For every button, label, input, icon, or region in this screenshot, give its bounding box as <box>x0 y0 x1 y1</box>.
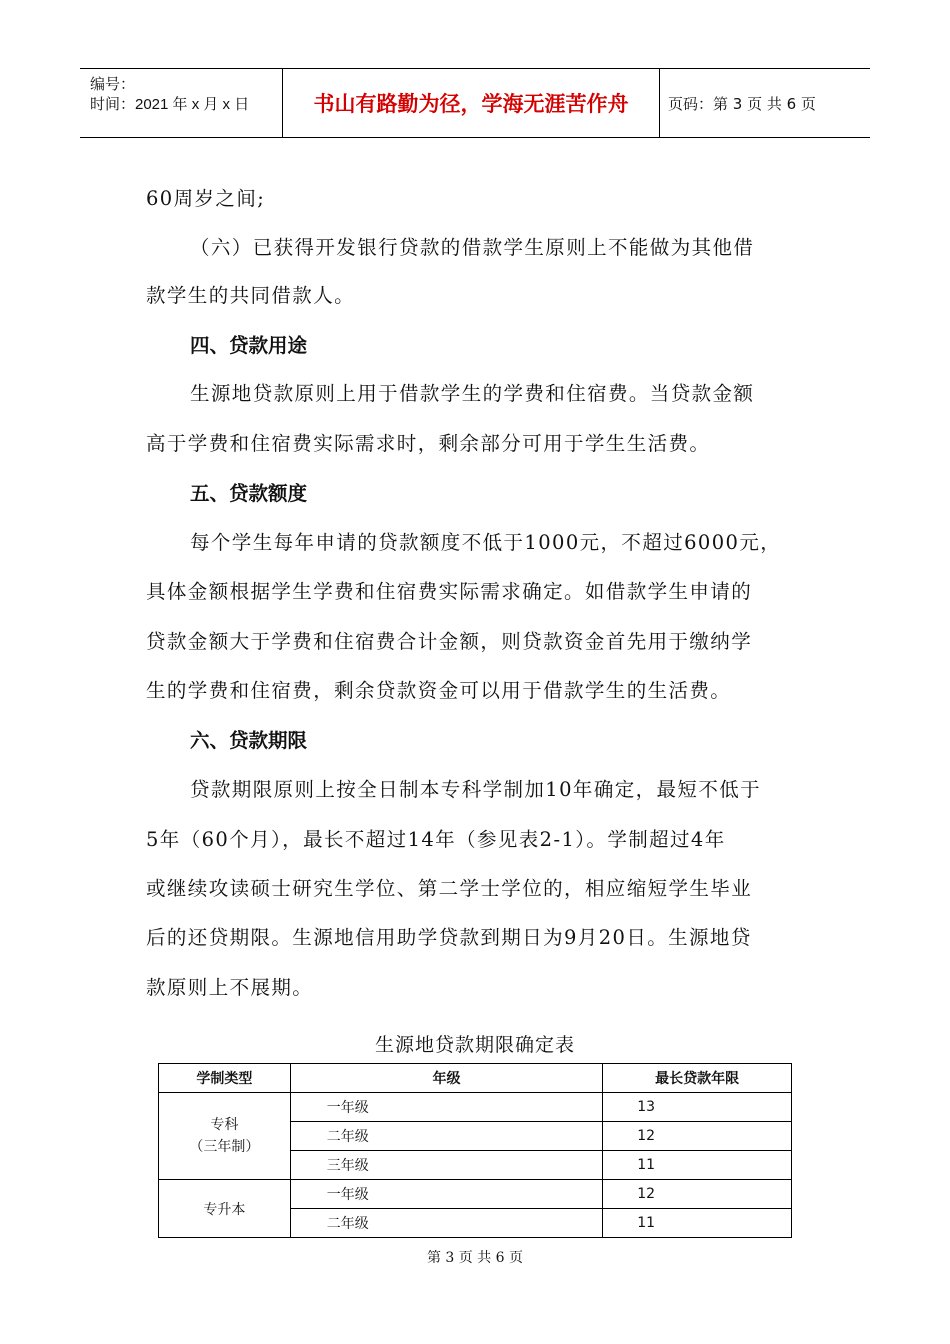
years-cell: 13 <box>603 1093 792 1122</box>
number-label: 编号： <box>90 76 136 93</box>
years-cell: 12 <box>603 1122 792 1151</box>
group-sub: （三年制） <box>189 1139 260 1155</box>
paragraph-line: 生源地贷款原则上用于借款学生的学费和住宿费。当贷款金额 <box>190 382 755 405</box>
paragraph-line: 每个学生每年申请的贷款额度不低于1000元，不超过6000元， <box>190 531 782 554</box>
header-cell: 学制类型 <box>159 1064 291 1093</box>
paragraph-line: 具体金额根据学生学费和住宿费实际需求确定。如借款学生申请的 <box>146 580 753 603</box>
section-heading: 五、贷款额度 <box>190 482 308 505</box>
group-cell <box>159 1093 291 1180</box>
time-label: 时间：2021 年 x 月 x 日 <box>90 96 250 113</box>
table-header-row <box>159 1064 792 1093</box>
paragraph-line: 款原则上不展期。 <box>146 976 314 999</box>
page-header <box>80 68 870 138</box>
group-name: 专科 <box>210 1117 239 1133</box>
paragraph-line: 贷款期限原则上按全日制本专科学制加10年确定，最短不低于 <box>190 778 762 801</box>
years-cell: 11 <box>603 1209 792 1238</box>
paragraph-line: 60周岁之间; <box>146 187 266 210</box>
years-cell: 11 <box>603 1151 792 1180</box>
paragraph-line: 后的还贷期限。生源地信用助学贷款到期日为9月20日。生源地贷 <box>146 926 752 949</box>
section-heading: 六、贷款期限 <box>190 729 308 752</box>
header-page-info: 页码：第 3 页 共 6 页 <box>668 94 816 113</box>
page-footer: 第 3 页 共 6 页 <box>426 1250 524 1266</box>
grade-cell: 三年级 <box>290 1151 602 1180</box>
grade-cell: 一年级 <box>290 1180 602 1209</box>
header-meta <box>80 69 282 137</box>
grade-cell: 二年级 <box>290 1209 602 1238</box>
paragraph-line: （六）已获得开发银行贷款的借款学生原则上不能做为其他借 <box>190 236 755 259</box>
header-cell: 最长贷款年限 <box>603 1064 792 1093</box>
paragraph-line: 高于学费和住宿费实际需求时，剩余部分可用于学生生活费。 <box>146 432 711 455</box>
group-cell: 专升本 <box>159 1180 291 1238</box>
paragraph-line: 贷款金额大于学费和住宿费合计金额，则贷款资金首先用于缴纳学 <box>146 630 753 653</box>
paragraph-line: 款学生的共同借款人。 <box>146 284 356 307</box>
loan-term-table <box>158 1063 792 1238</box>
table-row <box>159 1180 792 1209</box>
table-caption: 生源地贷款期限确定表 <box>374 1034 575 1056</box>
grade-cell: 二年级 <box>290 1122 602 1151</box>
grade-cell: 一年级 <box>290 1093 602 1122</box>
header-motto: 书山有路勤为径，学海无涯苦作舟 <box>282 69 660 137</box>
paragraph-line: 或继续攻读硕士研究生学位、第二学士学位的，相应缩短学生毕业 <box>146 877 753 900</box>
table-row <box>159 1093 792 1122</box>
paragraph-line: 生的学费和住宿费，剩余贷款资金可以用于借款学生的生活费。 <box>146 679 732 702</box>
section-heading: 四、贷款用途 <box>190 334 308 357</box>
years-cell: 12 <box>603 1180 792 1209</box>
paragraph-line: 5年（60个月），最长不超过14年（参见表2-1）。学制超过4年 <box>146 828 726 851</box>
header-cell: 年级 <box>290 1064 602 1093</box>
